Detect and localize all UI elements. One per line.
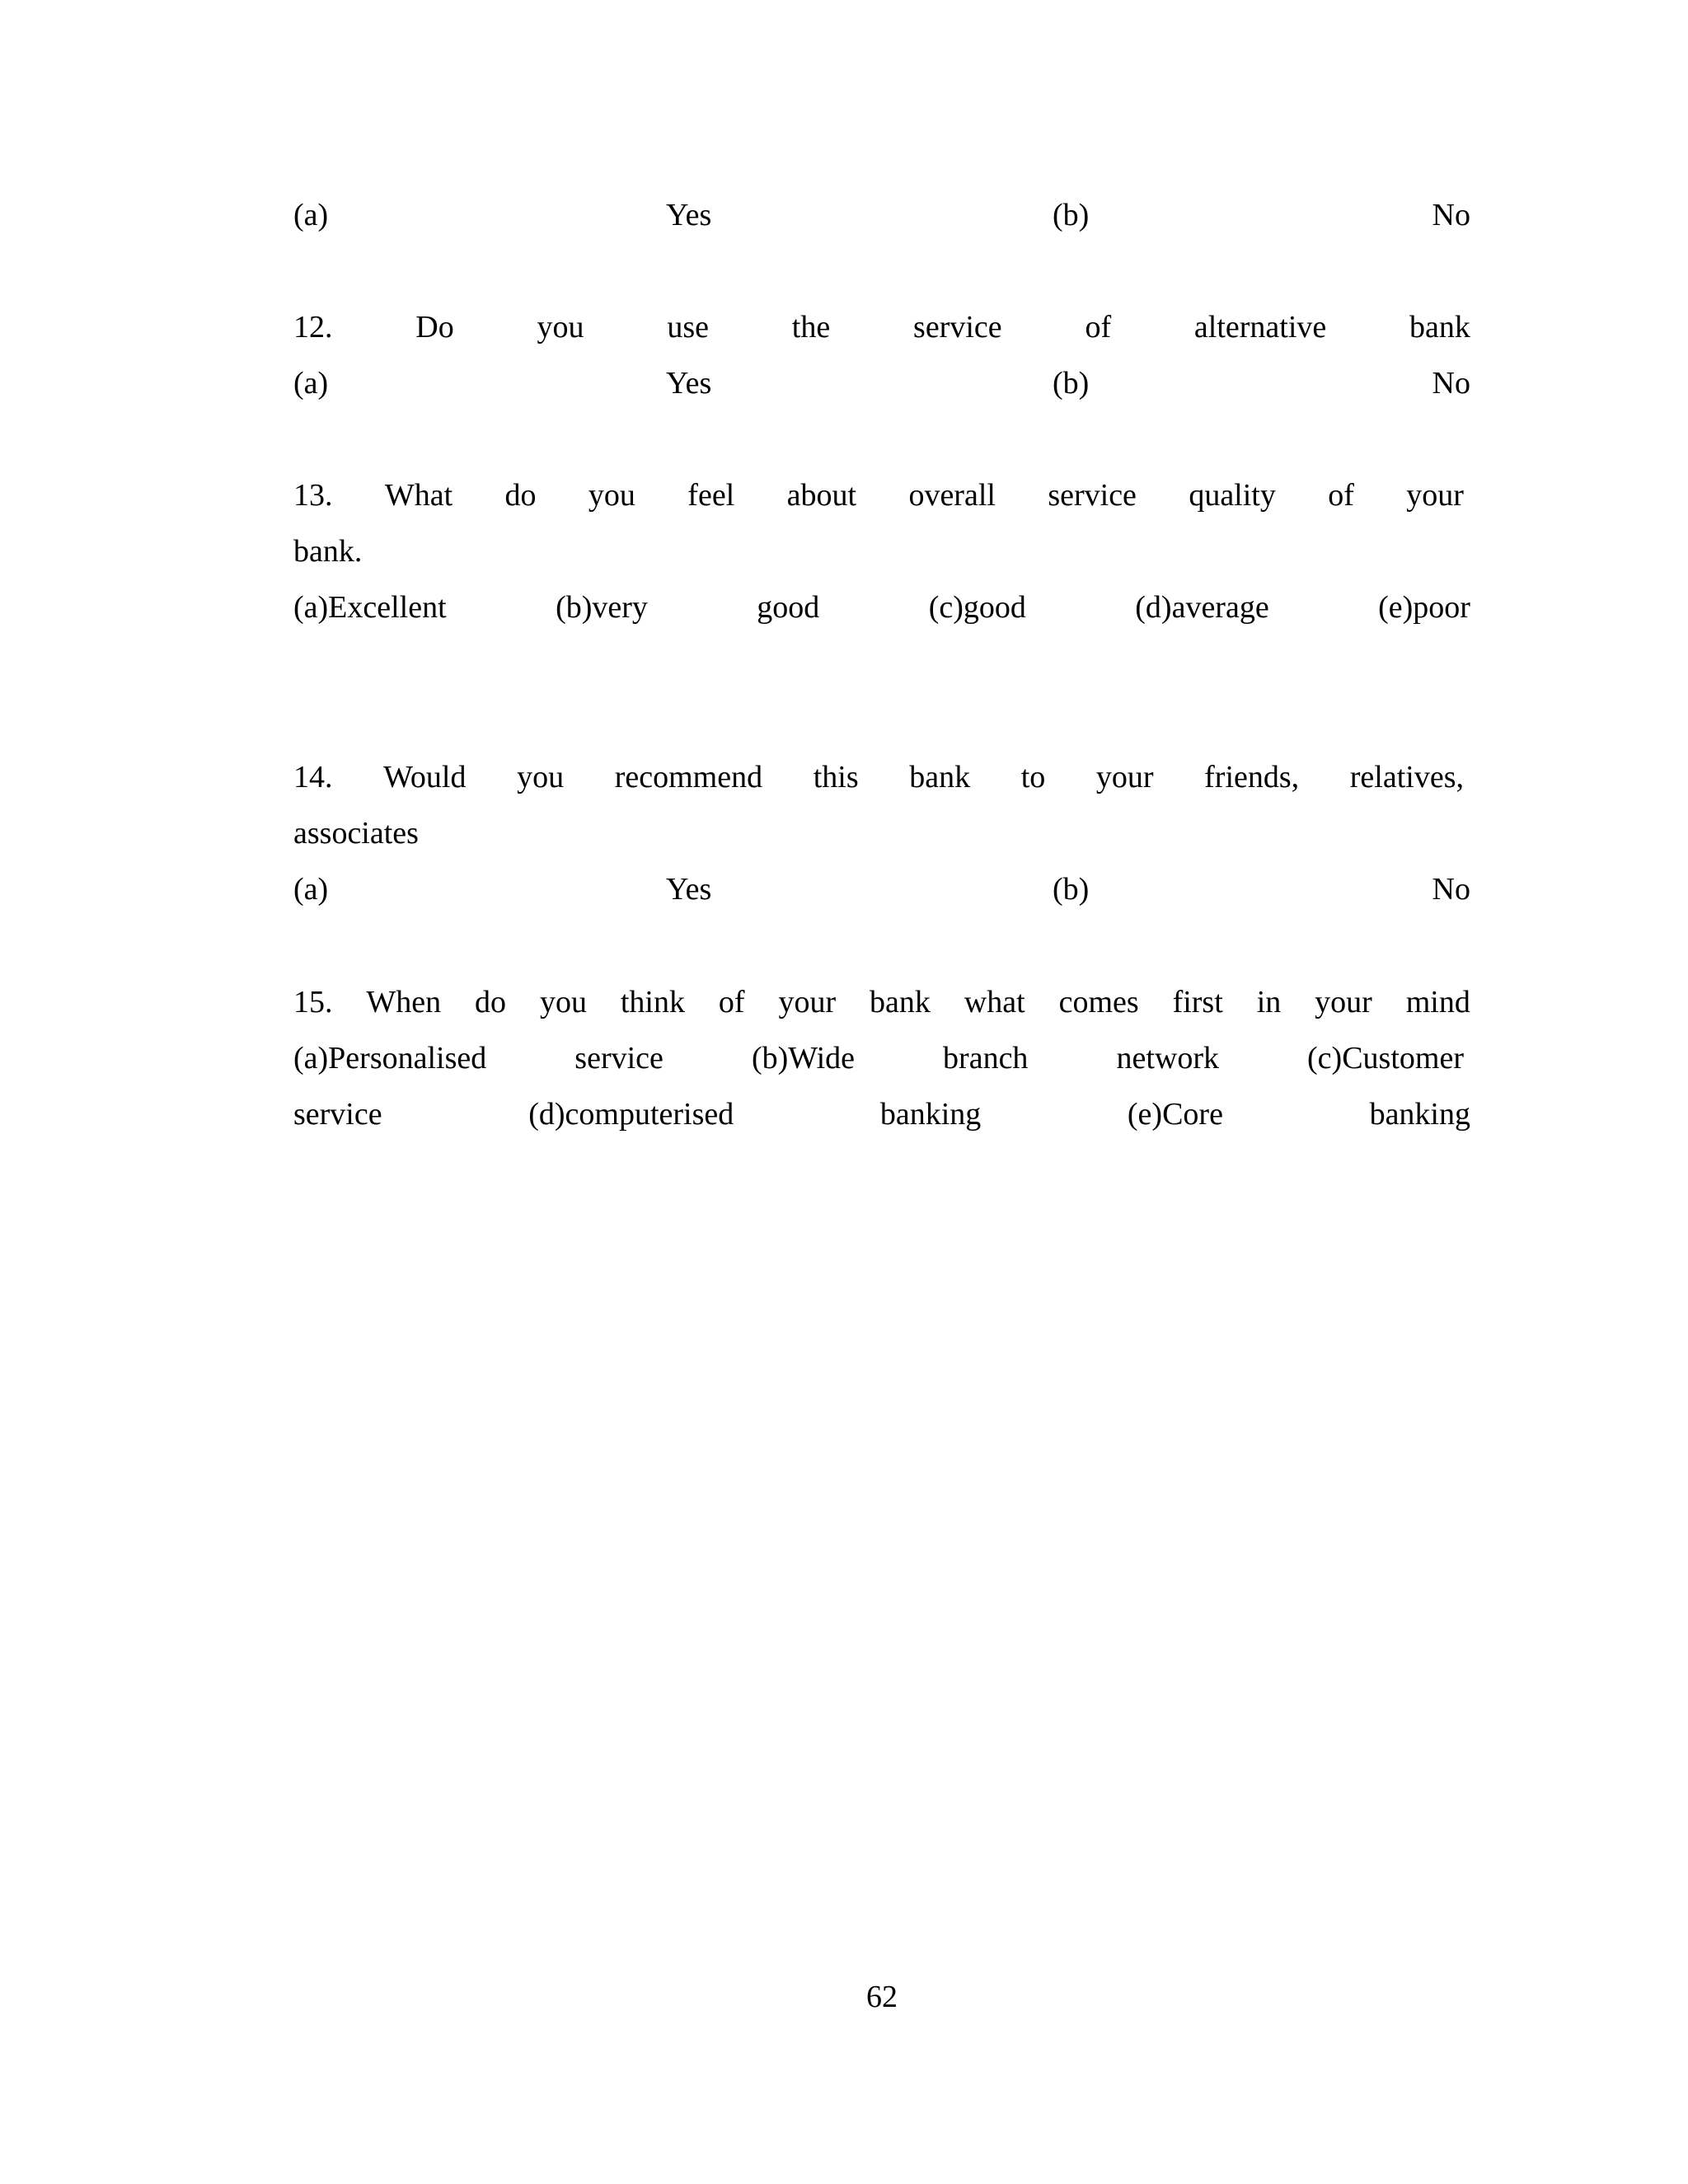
q13-word: quality bbox=[1189, 478, 1276, 513]
q15-word: in bbox=[1256, 985, 1282, 1019]
q15-word: do bbox=[475, 985, 507, 1019]
q12-word: service bbox=[913, 310, 1002, 344]
q14-word: Would bbox=[383, 760, 467, 794]
q15-word: your bbox=[778, 985, 837, 1019]
q14-word: bank bbox=[909, 760, 971, 794]
q13-word: of bbox=[1328, 478, 1354, 513]
q12-word: Do bbox=[415, 310, 454, 344]
q15-word: of bbox=[718, 985, 745, 1019]
q12-options-row bbox=[293, 364, 1470, 402]
q13-number: 13. bbox=[293, 478, 333, 513]
q13-word: do bbox=[504, 478, 537, 513]
q13-word: overall bbox=[908, 478, 996, 513]
q15-option: (c)Customer bbox=[1307, 1041, 1464, 1076]
q15-number: 15. bbox=[293, 985, 333, 1019]
q12-word: you bbox=[537, 310, 584, 344]
q13-options-row bbox=[293, 588, 1470, 626]
q15-option: network bbox=[1116, 1041, 1219, 1076]
q15-word: When bbox=[366, 985, 442, 1019]
q12-word: of bbox=[1085, 310, 1112, 344]
q15-option: branch bbox=[943, 1041, 1029, 1076]
q14-option-b-label: (b) bbox=[1053, 872, 1090, 907]
q13-option: (e)poor bbox=[1378, 590, 1470, 625]
q15-word: mind bbox=[1405, 985, 1470, 1019]
q13-word: you bbox=[588, 478, 635, 513]
q12-word: bank bbox=[1409, 310, 1470, 344]
q12-question bbox=[293, 308, 1470, 346]
q15-options-row-2 bbox=[293, 1095, 1470, 1133]
q12-option-a-value: Yes bbox=[666, 366, 712, 401]
q14-word: your bbox=[1095, 760, 1154, 794]
q15-option: (d)computerised bbox=[528, 1097, 734, 1132]
q13-option: (a)Excellent bbox=[293, 590, 447, 625]
q15-option: banking bbox=[1369, 1097, 1470, 1132]
q13-option: (d)average bbox=[1135, 590, 1269, 625]
q11-options-row bbox=[293, 196, 1470, 234]
q15-word: you bbox=[539, 985, 587, 1019]
q15-option: service bbox=[293, 1097, 382, 1132]
q15-options-row-1 bbox=[293, 1039, 1470, 1077]
q13-word: What bbox=[384, 478, 453, 513]
q14-number: 14. bbox=[293, 760, 333, 794]
q15-option: (b)Wide bbox=[751, 1041, 856, 1076]
q11-option-b-label: (b) bbox=[1053, 198, 1090, 232]
q15-word: your bbox=[1315, 985, 1372, 1019]
q12-word: alternative bbox=[1193, 310, 1327, 344]
q14-options-row bbox=[293, 870, 1470, 908]
q11-option-a-label: (a) bbox=[293, 198, 329, 232]
q14-word: recommend bbox=[614, 760, 763, 794]
q14-option-b-value: No bbox=[1432, 872, 1470, 907]
q12-option-b-value: No bbox=[1432, 366, 1470, 401]
q15-question bbox=[293, 983, 1470, 1021]
q14-word: this bbox=[813, 760, 859, 794]
q13-word: service bbox=[1048, 478, 1137, 513]
q15-word: think bbox=[620, 985, 685, 1019]
q12-option-b-label: (b) bbox=[1053, 366, 1090, 401]
q14-continuation: associates bbox=[293, 816, 419, 851]
q15-option: (a)Personalised bbox=[293, 1041, 487, 1076]
q15-option: (e)Core bbox=[1127, 1097, 1223, 1132]
q15-word: first bbox=[1172, 985, 1223, 1019]
q15-word: what bbox=[964, 985, 1025, 1019]
q13-option: (c)good bbox=[928, 590, 1026, 625]
q14-question bbox=[293, 758, 1470, 796]
page-number: 62 bbox=[866, 1980, 898, 2014]
q13-word: feel bbox=[687, 478, 735, 513]
q12-word: the bbox=[791, 310, 831, 344]
q14-option-a-label: (a) bbox=[293, 872, 329, 907]
q13-question bbox=[293, 476, 1470, 514]
q15-word: bank bbox=[870, 985, 931, 1019]
q12-number: 12. bbox=[293, 310, 333, 344]
q13-question-continuation bbox=[293, 532, 1470, 570]
q13-option: (b)very bbox=[556, 590, 648, 625]
q13-word: your bbox=[1406, 478, 1464, 513]
q11-option-a-value: Yes bbox=[666, 198, 712, 232]
q15-option: banking bbox=[879, 1097, 982, 1132]
q14-question-continuation bbox=[293, 814, 1470, 852]
q14-option-a-value: Yes bbox=[666, 872, 712, 907]
q14-word: to bbox=[1020, 760, 1046, 794]
q12-word: use bbox=[667, 310, 709, 344]
q14-word: relatives, bbox=[1349, 760, 1464, 794]
q13-option: good bbox=[757, 590, 820, 625]
q14-word: you bbox=[517, 760, 565, 794]
q11-option-b-value: No bbox=[1432, 198, 1470, 232]
q15-option: service bbox=[574, 1041, 663, 1076]
q12-option-a-label: (a) bbox=[293, 366, 329, 401]
q14-word: friends, bbox=[1204, 760, 1300, 794]
q15-word: comes bbox=[1058, 985, 1139, 1019]
q13-word: about bbox=[786, 478, 857, 513]
q13-continuation: bank. bbox=[293, 534, 363, 569]
